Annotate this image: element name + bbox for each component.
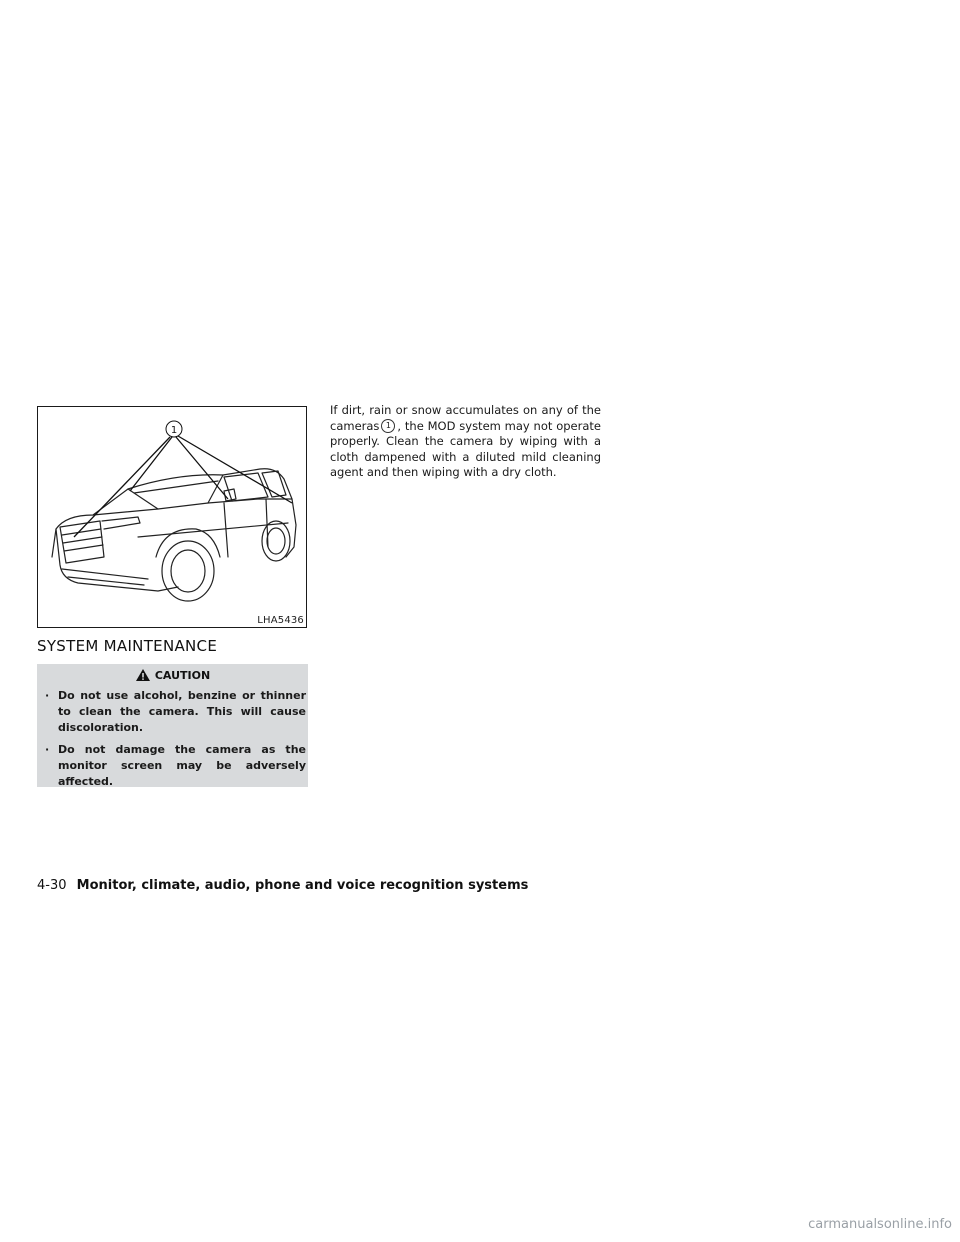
caution-body — [37, 687, 308, 787]
suv-illustration — [38, 407, 306, 627]
caution-item — [45, 688, 308, 736]
page-number: 4-30 — [37, 878, 67, 893]
caution-heading — [37, 664, 308, 686]
watermark: carmanualsonline.info — [808, 1217, 952, 1232]
chapter-title: Monitor, climate, audio, phone and voice recognition systems — [76, 878, 529, 893]
section-title: SYSTEM MAINTENANCE — [37, 637, 218, 655]
caution-label: CAUTION — [154, 668, 211, 682]
caution-list — [45, 688, 308, 790]
bullet-icon: · — [45, 689, 50, 702]
figure-code: LHA5436 — [257, 615, 304, 626]
callout-number-icon: 1 — [381, 419, 395, 433]
figure-callout-number: 1 — [170, 425, 178, 436]
caution-item — [45, 742, 308, 790]
vehicle-camera-figure — [37, 406, 307, 628]
bullet-icon: · — [45, 743, 50, 756]
caution-item-text: Do not damage the camera as the monitor screen may be adversely affected. — [58, 743, 306, 788]
paragraph-text-start: If dirt, rain or snow accumulates on any of the cameras — [330, 403, 601, 433]
warning-triangle-icon — [135, 668, 151, 682]
maintenance-paragraph — [330, 403, 601, 481]
page-footer — [37, 878, 528, 893]
caution-item-text: Do not use alcohol, benzine or thinner to clean the camera. This will cause discoloration. — [58, 689, 306, 734]
paragraph-text-end: , the MOD system may not operate properly. Clean the camera by wiping with a cloth dampened with a diluted mild cleaning agent and then wiping with a dry cloth. — [330, 418, 601, 479]
